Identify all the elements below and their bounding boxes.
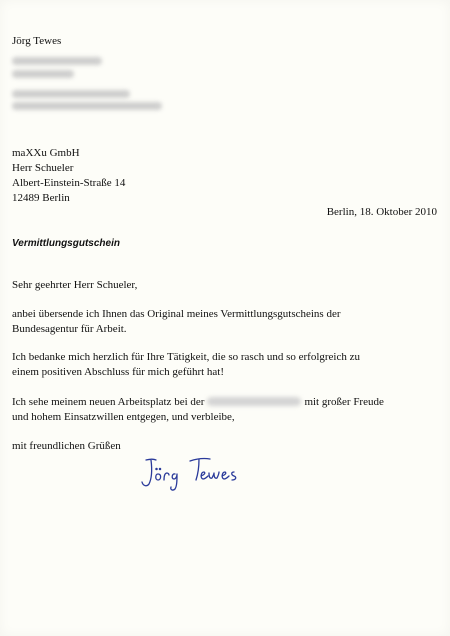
recipient-person: Herr Schueler	[12, 162, 74, 174]
sender-name: Jörg Tewes	[12, 35, 62, 47]
paragraph-3-line-2: und hohem Einsatzwillen entgegen, und verbleibe,	[12, 411, 235, 423]
redacted-sender-email	[12, 102, 162, 110]
closing: mit freundlichen Grüßen	[12, 440, 121, 452]
recipient-company: maXXu GmbH	[12, 147, 80, 159]
redacted-sender-street	[12, 57, 102, 65]
paragraph-3-line-1-end: mit großer Freude	[304, 396, 384, 408]
paragraph-1-line-2: Bundesagentur für Arbeit.	[12, 323, 127, 335]
paragraph-2-line-1: Ich bedanke mich herzlich für Ihre Tätigkeit, die so rasch und so erfolgreich zu	[12, 351, 360, 363]
salutation: Sehr geehrter Herr Schueler,	[12, 279, 138, 291]
paragraph-2-line-2: einem positiven Abschluss für mich geführt hat!	[12, 366, 225, 378]
paragraph-3-line-1-start: Ich sehe meinem neuen Arbeitsplatz bei der	[12, 396, 205, 408]
handwritten-signature	[138, 452, 253, 494]
redacted-employer	[207, 397, 301, 406]
paragraph-3-line-1	[12, 395, 384, 410]
paragraph-1-line-1: anbei übersende ich Ihnen das Original meines Vermittlungsgutscheins der	[12, 308, 341, 320]
recipient-city: 12489 Berlin	[12, 192, 70, 204]
recipient-street: Albert-Einstein-Straße 14	[12, 177, 126, 189]
letter-date: Berlin, 18. Oktober 2010	[326, 206, 437, 218]
redacted-sender-phone	[12, 90, 130, 98]
redacted-sender-city	[12, 70, 74, 78]
letter-subject: Vermittlungsgutschein	[12, 238, 120, 249]
